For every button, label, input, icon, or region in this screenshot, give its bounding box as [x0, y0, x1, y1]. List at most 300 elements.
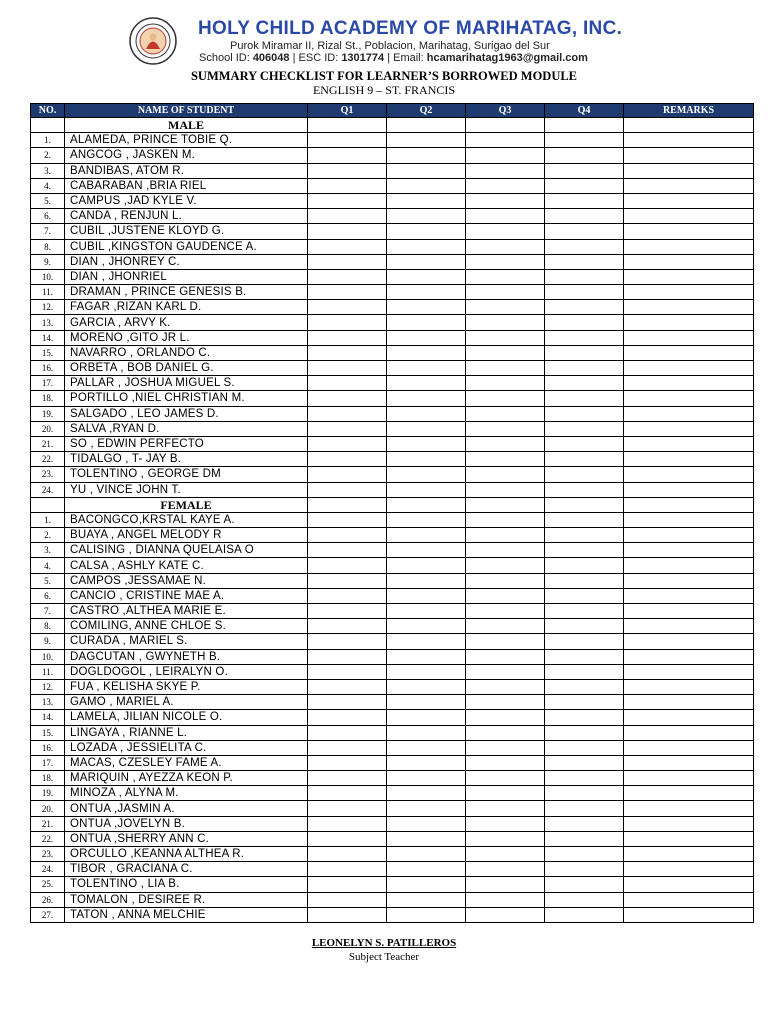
q2-cell[interactable]: [387, 877, 466, 892]
q3-cell[interactable]: [466, 345, 545, 360]
q3-cell[interactable]: [466, 376, 545, 391]
q2-cell[interactable]: [387, 452, 466, 467]
remarks-cell[interactable]: [624, 178, 754, 193]
row-number: 4.: [31, 178, 65, 193]
q1-cell[interactable]: [308, 406, 387, 421]
q2-cell[interactable]: [387, 771, 466, 786]
q2-cell[interactable]: [387, 573, 466, 588]
q3-cell[interactable]: [466, 695, 545, 710]
table-row: [31, 269, 754, 284]
q3-cell[interactable]: [466, 816, 545, 831]
q2-cell[interactable]: [387, 755, 466, 770]
remarks-cell[interactable]: [624, 649, 754, 664]
q4-cell[interactable]: [545, 755, 624, 770]
remarks-cell[interactable]: [624, 771, 754, 786]
remarks-cell[interactable]: [624, 467, 754, 482]
q1-cell[interactable]: [308, 786, 387, 801]
student-name: TIBOR , GRACIANA C.: [65, 862, 308, 877]
q3-cell[interactable]: [466, 193, 545, 208]
q1-cell[interactable]: [308, 634, 387, 649]
q4-cell[interactable]: [545, 907, 624, 922]
q3-cell[interactable]: [466, 740, 545, 755]
q4-cell[interactable]: [545, 209, 624, 224]
q1-cell[interactable]: [308, 148, 387, 163]
q3-cell[interactable]: [466, 269, 545, 284]
q3-cell[interactable]: [466, 391, 545, 406]
q3-cell[interactable]: [466, 847, 545, 862]
remarks-cell[interactable]: [624, 345, 754, 360]
q1-cell[interactable]: [308, 133, 387, 148]
q2-cell[interactable]: [387, 892, 466, 907]
q1-cell[interactable]: [308, 452, 387, 467]
row-number: 26.: [31, 892, 65, 907]
q4-cell[interactable]: [545, 254, 624, 269]
q2-cell[interactable]: [387, 786, 466, 801]
q4-cell[interactable]: [545, 892, 624, 907]
q2-cell[interactable]: [387, 224, 466, 239]
q4-cell[interactable]: [545, 148, 624, 163]
q3-cell[interactable]: [466, 664, 545, 679]
remarks-cell[interactable]: [624, 862, 754, 877]
q1-cell[interactable]: [308, 376, 387, 391]
q3-cell[interactable]: [466, 710, 545, 725]
remarks-cell[interactable]: [624, 254, 754, 269]
q1-cell[interactable]: [308, 649, 387, 664]
empty-cell: [308, 497, 387, 512]
school-seal-icon: [128, 16, 178, 66]
q3-cell[interactable]: [466, 148, 545, 163]
q3-cell[interactable]: [466, 907, 545, 922]
q4-cell[interactable]: [545, 421, 624, 436]
remarks-cell[interactable]: [624, 300, 754, 315]
q3-cell[interactable]: [466, 786, 545, 801]
q2-cell[interactable]: [387, 269, 466, 284]
q4-cell[interactable]: [545, 679, 624, 694]
q1-cell[interactable]: [308, 224, 387, 239]
q4-cell[interactable]: [545, 436, 624, 451]
q3-cell[interactable]: [466, 771, 545, 786]
table-row: [31, 512, 754, 527]
q1-cell[interactable]: [308, 771, 387, 786]
q2-cell[interactable]: [387, 710, 466, 725]
q3-cell[interactable]: [466, 452, 545, 467]
table-header-row: [31, 104, 754, 118]
remarks-cell[interactable]: [624, 573, 754, 588]
q4-cell[interactable]: [545, 710, 624, 725]
q2-cell[interactable]: [387, 436, 466, 451]
q4-cell[interactable]: [545, 725, 624, 740]
q4-cell[interactable]: [545, 512, 624, 527]
q1-cell[interactable]: [308, 543, 387, 558]
q3-cell[interactable]: [466, 528, 545, 543]
q2-cell[interactable]: [387, 178, 466, 193]
q3-cell[interactable]: [466, 588, 545, 603]
table-body: [31, 118, 754, 923]
q1-cell[interactable]: [308, 512, 387, 527]
row-number: 24.: [31, 862, 65, 877]
q3-cell[interactable]: [466, 755, 545, 770]
q1-cell[interactable]: [308, 345, 387, 360]
q4-cell[interactable]: [545, 604, 624, 619]
q2-cell[interactable]: [387, 376, 466, 391]
q4-cell[interactable]: [545, 178, 624, 193]
q1-cell[interactable]: [308, 877, 387, 892]
table-row: [31, 148, 754, 163]
q1-cell[interactable]: [308, 482, 387, 497]
q3-cell[interactable]: [466, 300, 545, 315]
q1-cell[interactable]: [308, 679, 387, 694]
q3-cell[interactable]: [466, 209, 545, 224]
remarks-cell[interactable]: [624, 664, 754, 679]
remarks-cell[interactable]: [624, 786, 754, 801]
q1-cell[interactable]: [308, 725, 387, 740]
q4-cell[interactable]: [545, 634, 624, 649]
q1-cell[interactable]: [308, 801, 387, 816]
row-number: 5.: [31, 193, 65, 208]
remarks-cell[interactable]: [624, 482, 754, 497]
q1-cell[interactable]: [308, 664, 387, 679]
remarks-cell[interactable]: [624, 436, 754, 451]
remarks-cell[interactable]: [624, 330, 754, 345]
q1-cell[interactable]: [308, 558, 387, 573]
q1-cell[interactable]: [308, 588, 387, 603]
q2-cell[interactable]: [387, 315, 466, 330]
table-row: [31, 786, 754, 801]
q1-cell[interactable]: [308, 361, 387, 376]
q2-cell[interactable]: [387, 847, 466, 862]
remarks-cell[interactable]: [624, 421, 754, 436]
q4-cell[interactable]: [545, 740, 624, 755]
student-name: SALVA ,RYAN D.: [65, 421, 308, 436]
q3-cell[interactable]: [466, 406, 545, 421]
q4-cell[interactable]: [545, 285, 624, 300]
q3-cell[interactable]: [466, 330, 545, 345]
remarks-cell[interactable]: [624, 710, 754, 725]
row-number: 10.: [31, 649, 65, 664]
remarks-cell[interactable]: [624, 512, 754, 527]
q2-cell[interactable]: [387, 619, 466, 634]
q1-cell[interactable]: [308, 209, 387, 224]
q4-cell[interactable]: [545, 163, 624, 178]
empty-cell: [308, 118, 387, 133]
student-name: MARIQUIN , AYEZZA KEON P.: [65, 771, 308, 786]
q3-cell[interactable]: [466, 831, 545, 846]
table-row: [31, 619, 754, 634]
q1-cell[interactable]: [308, 300, 387, 315]
q3-cell[interactable]: [466, 512, 545, 527]
q2-cell[interactable]: [387, 816, 466, 831]
q1-cell[interactable]: [308, 847, 387, 862]
section-label: MALE: [65, 118, 308, 133]
q3-cell[interactable]: [466, 178, 545, 193]
q1-cell[interactable]: [308, 740, 387, 755]
q4-cell[interactable]: [545, 831, 624, 846]
q4-cell[interactable]: [545, 391, 624, 406]
remarks-cell[interactable]: [624, 695, 754, 710]
q1-cell[interactable]: [308, 892, 387, 907]
q4-cell[interactable]: [545, 406, 624, 421]
remarks-cell[interactable]: [624, 376, 754, 391]
remarks-cell[interactable]: [624, 847, 754, 862]
q2-cell[interactable]: [387, 558, 466, 573]
q2-cell[interactable]: [387, 361, 466, 376]
q4-cell[interactable]: [545, 847, 624, 862]
q2-cell[interactable]: [387, 831, 466, 846]
q4-cell[interactable]: [545, 543, 624, 558]
q3-cell[interactable]: [466, 877, 545, 892]
table-row: [31, 634, 754, 649]
q4-cell[interactable]: [545, 801, 624, 816]
row-number: 22.: [31, 831, 65, 846]
q2-cell[interactable]: [387, 209, 466, 224]
q2-cell[interactable]: [387, 528, 466, 543]
q3-cell[interactable]: [466, 558, 545, 573]
q3-cell[interactable]: [466, 634, 545, 649]
q2-cell[interactable]: [387, 679, 466, 694]
row-number: 13.: [31, 695, 65, 710]
q1-cell[interactable]: [308, 907, 387, 922]
q1-cell[interactable]: [308, 178, 387, 193]
remarks-cell[interactable]: [624, 801, 754, 816]
remarks-cell[interactable]: [624, 361, 754, 376]
q3-cell[interactable]: [466, 254, 545, 269]
remarks-cell[interactable]: [624, 209, 754, 224]
q3-cell[interactable]: [466, 467, 545, 482]
q2-cell[interactable]: [387, 421, 466, 436]
q2-cell[interactable]: [387, 725, 466, 740]
q4-cell[interactable]: [545, 193, 624, 208]
q4-cell[interactable]: [545, 771, 624, 786]
q1-cell[interactable]: [308, 831, 387, 846]
student-name: ORCULLO ,KEANNA ALTHEA R.: [65, 847, 308, 862]
table-row: [31, 421, 754, 436]
q2-cell[interactable]: [387, 664, 466, 679]
q3-cell[interactable]: [466, 892, 545, 907]
q4-cell[interactable]: [545, 588, 624, 603]
q2-cell[interactable]: [387, 345, 466, 360]
remarks-cell[interactable]: [624, 452, 754, 467]
student-name: ONTUA ,JOVELYN B.: [65, 816, 308, 831]
q2-cell[interactable]: [387, 467, 466, 482]
q1-cell[interactable]: [308, 710, 387, 725]
q4-cell[interactable]: [545, 558, 624, 573]
q4-cell[interactable]: [545, 467, 624, 482]
q2-cell[interactable]: [387, 482, 466, 497]
remarks-cell[interactable]: [624, 285, 754, 300]
q3-cell[interactable]: [466, 361, 545, 376]
student-name: ANGCOG , JASKEN M.: [65, 148, 308, 163]
q4-cell[interactable]: [545, 133, 624, 148]
row-number: 19.: [31, 786, 65, 801]
q2-cell[interactable]: [387, 862, 466, 877]
table-row: [31, 467, 754, 482]
q4-cell[interactable]: [545, 619, 624, 634]
student-name: DRAMAN , PRINCE GENESIS B.: [65, 285, 308, 300]
q3-cell[interactable]: [466, 315, 545, 330]
remarks-cell[interactable]: [624, 163, 754, 178]
remarks-cell[interactable]: [624, 148, 754, 163]
q1-cell[interactable]: [308, 755, 387, 770]
q1-cell[interactable]: [308, 193, 387, 208]
q4-cell[interactable]: [545, 224, 624, 239]
remarks-cell[interactable]: [624, 133, 754, 148]
remarks-cell[interactable]: [624, 725, 754, 740]
remarks-cell[interactable]: [624, 543, 754, 558]
q4-cell[interactable]: [545, 239, 624, 254]
remarks-cell[interactable]: [624, 619, 754, 634]
remarks-cell[interactable]: [624, 315, 754, 330]
q4-cell[interactable]: [545, 315, 624, 330]
q3-cell[interactable]: [466, 543, 545, 558]
table-row: [31, 558, 754, 573]
q4-cell[interactable]: [545, 695, 624, 710]
table-row: [31, 209, 754, 224]
remarks-cell[interactable]: [624, 634, 754, 649]
student-name: DIAN , JHONREY C.: [65, 254, 308, 269]
remarks-cell[interactable]: [624, 193, 754, 208]
q3-cell[interactable]: [466, 133, 545, 148]
q2-cell[interactable]: [387, 695, 466, 710]
q2-cell[interactable]: [387, 512, 466, 527]
q4-cell[interactable]: [545, 376, 624, 391]
q2-cell[interactable]: [387, 254, 466, 269]
q2-cell[interactable]: [387, 391, 466, 406]
q3-cell[interactable]: [466, 482, 545, 497]
q4-cell[interactable]: [545, 664, 624, 679]
q1-cell[interactable]: [308, 269, 387, 284]
remarks-cell[interactable]: [624, 679, 754, 694]
q3-cell[interactable]: [466, 163, 545, 178]
q3-cell[interactable]: [466, 421, 545, 436]
q2-cell[interactable]: [387, 330, 466, 345]
remarks-cell[interactable]: [624, 224, 754, 239]
table-row: [31, 163, 754, 178]
q3-cell[interactable]: [466, 224, 545, 239]
q2-cell[interactable]: [387, 740, 466, 755]
q2-cell[interactable]: [387, 588, 466, 603]
student-name: CALSA , ASHLY KATE C.: [65, 558, 308, 573]
remarks-cell[interactable]: [624, 831, 754, 846]
q1-cell[interactable]: [308, 330, 387, 345]
q4-cell[interactable]: [545, 573, 624, 588]
q1-cell[interactable]: [308, 695, 387, 710]
q3-cell[interactable]: [466, 285, 545, 300]
q3-cell[interactable]: [466, 604, 545, 619]
q4-cell[interactable]: [545, 877, 624, 892]
q4-cell[interactable]: [545, 269, 624, 284]
remarks-cell[interactable]: [624, 816, 754, 831]
q1-cell[interactable]: [308, 467, 387, 482]
q1-cell[interactable]: [308, 391, 387, 406]
q2-cell[interactable]: [387, 907, 466, 922]
q3-cell[interactable]: [466, 679, 545, 694]
q4-cell[interactable]: [545, 300, 624, 315]
q2-cell[interactable]: [387, 163, 466, 178]
q1-cell[interactable]: [308, 436, 387, 451]
row-number: 12.: [31, 300, 65, 315]
remarks-cell[interactable]: [624, 877, 754, 892]
q2-cell[interactable]: [387, 133, 466, 148]
row-number: 15.: [31, 725, 65, 740]
remarks-cell[interactable]: [624, 406, 754, 421]
q1-cell[interactable]: [308, 573, 387, 588]
q1-cell[interactable]: [308, 528, 387, 543]
student-name: ORBETA , BOB DANIEL G.: [65, 361, 308, 376]
remarks-cell[interactable]: [624, 740, 754, 755]
q1-cell[interactable]: [308, 163, 387, 178]
q2-cell[interactable]: [387, 649, 466, 664]
remarks-cell[interactable]: [624, 391, 754, 406]
q4-cell[interactable]: [545, 862, 624, 877]
q3-cell[interactable]: [466, 573, 545, 588]
q2-cell[interactable]: [387, 543, 466, 558]
q4-cell[interactable]: [545, 345, 624, 360]
q1-cell[interactable]: [308, 816, 387, 831]
q3-cell[interactable]: [466, 801, 545, 816]
remarks-cell[interactable]: [624, 239, 754, 254]
q4-cell[interactable]: [545, 330, 624, 345]
q1-cell[interactable]: [308, 619, 387, 634]
remarks-cell[interactable]: [624, 528, 754, 543]
q2-cell[interactable]: [387, 239, 466, 254]
remarks-cell[interactable]: [624, 604, 754, 619]
q4-cell[interactable]: [545, 786, 624, 801]
q2-cell[interactable]: [387, 406, 466, 421]
q1-cell[interactable]: [308, 315, 387, 330]
q1-cell[interactable]: [308, 604, 387, 619]
q2-cell[interactable]: [387, 193, 466, 208]
q4-cell[interactable]: [545, 361, 624, 376]
remarks-cell[interactable]: [624, 892, 754, 907]
student-name: TATON , ANNA MELCHIE: [65, 907, 308, 922]
q2-cell[interactable]: [387, 801, 466, 816]
q2-cell[interactable]: [387, 300, 466, 315]
q3-cell[interactable]: [466, 862, 545, 877]
q3-cell[interactable]: [466, 239, 545, 254]
q4-cell[interactable]: [545, 482, 624, 497]
q3-cell[interactable]: [466, 436, 545, 451]
q1-cell[interactable]: [308, 285, 387, 300]
q2-cell[interactable]: [387, 285, 466, 300]
remarks-cell[interactable]: [624, 588, 754, 603]
q1-cell[interactable]: [308, 862, 387, 877]
q2-cell[interactable]: [387, 634, 466, 649]
q1-cell[interactable]: [308, 421, 387, 436]
q4-cell[interactable]: [545, 528, 624, 543]
q1-cell[interactable]: [308, 239, 387, 254]
student-name: DIAN , JHONRIEL: [65, 269, 308, 284]
q1-cell[interactable]: [308, 254, 387, 269]
q4-cell[interactable]: [545, 816, 624, 831]
remarks-cell[interactable]: [624, 269, 754, 284]
table-row: [31, 725, 754, 740]
q3-cell[interactable]: [466, 725, 545, 740]
document-subtitle: ENGLISH 9 – ST. FRANCIS: [312, 83, 456, 97]
q2-cell[interactable]: [387, 604, 466, 619]
q3-cell[interactable]: [466, 649, 545, 664]
q4-cell[interactable]: [545, 649, 624, 664]
table-row: [31, 649, 754, 664]
q3-cell[interactable]: [466, 619, 545, 634]
q2-cell[interactable]: [387, 148, 466, 163]
q4-cell[interactable]: [545, 452, 624, 467]
remarks-cell[interactable]: [624, 558, 754, 573]
remarks-cell[interactable]: [624, 755, 754, 770]
student-name: CUBIL ,KINGSTON GAUDENCE A.: [65, 239, 308, 254]
row-number: 11.: [31, 285, 65, 300]
student-name: BACONGCO,KRSTAL KAYE A.: [65, 512, 308, 527]
remarks-cell[interactable]: [624, 907, 754, 922]
